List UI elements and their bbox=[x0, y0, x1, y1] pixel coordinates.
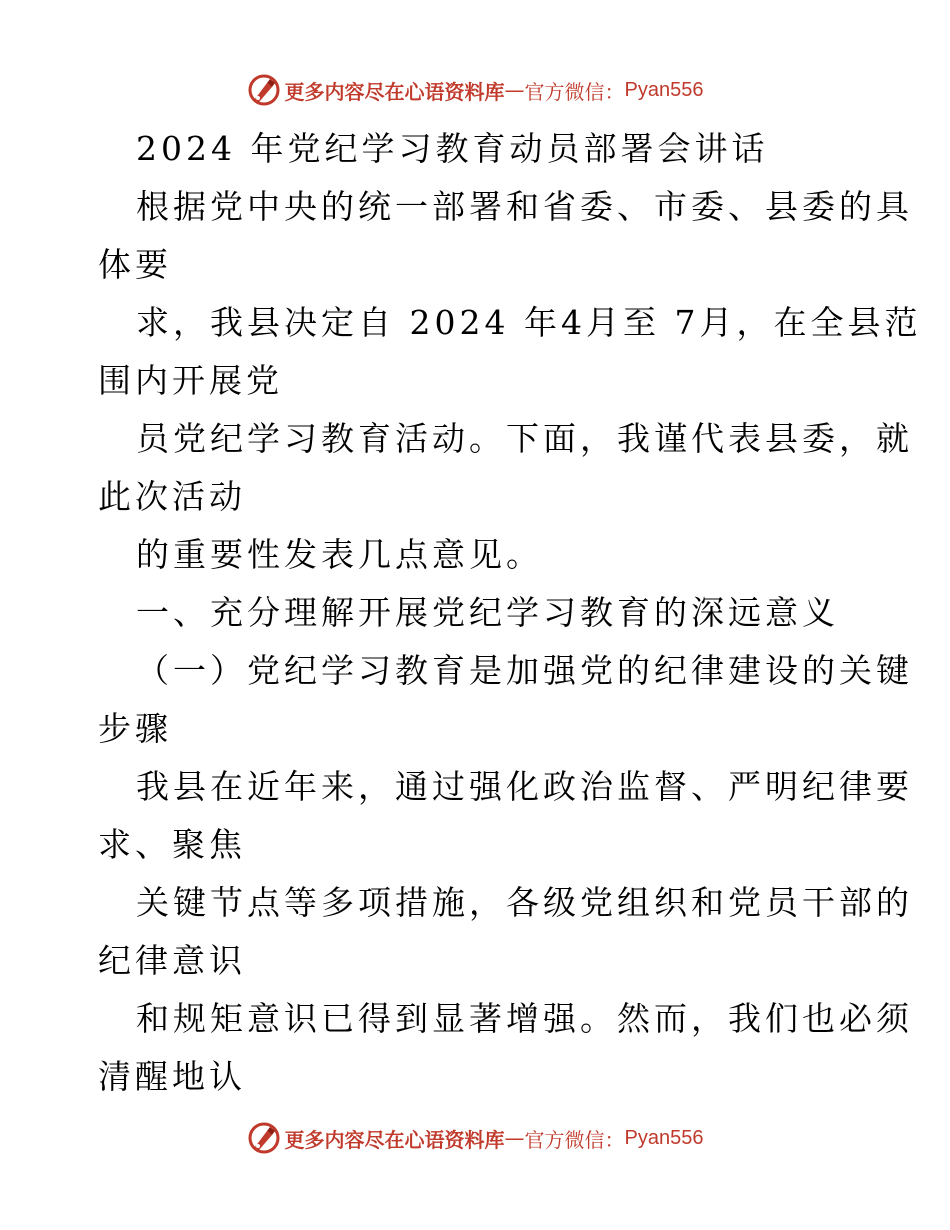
doc-line: 体要 bbox=[98, 245, 172, 284]
footer-banner bbox=[0, 1118, 950, 1158]
doc-line: 一、充分理解开展党纪学习教育的深远意义 bbox=[136, 593, 839, 632]
document-body bbox=[98, 120, 922, 1106]
doc-line: 步骤 bbox=[98, 709, 172, 748]
doc-line: 围内开展党 bbox=[98, 361, 283, 400]
doc-line: 求，我县决定自 2024 年4月至 7月，在全县范 bbox=[136, 303, 922, 342]
doc-line: 求、聚焦 bbox=[98, 825, 246, 864]
pen-logo-icon bbox=[247, 73, 281, 107]
banner-main-text: 更多内容尽在心语资料库 bbox=[284, 79, 505, 104]
doc-line: 根据党中央的统一部署和省委、市委、县委的具 bbox=[136, 187, 913, 226]
doc-line: 的重要性发表几点意见。 bbox=[136, 535, 543, 574]
doc-line: 关键节点等多项措施，各级党组织和党员干部的 bbox=[136, 883, 913, 922]
banner-sub-text: 官方微信： bbox=[524, 1127, 625, 1152]
banner-wechat-id: Pyan556 bbox=[624, 78, 704, 101]
banner-main-text: 更多内容尽在心语资料库 bbox=[284, 1127, 505, 1152]
doc-line: 清醒地认 bbox=[98, 1057, 246, 1096]
banner-separator: — bbox=[504, 1126, 525, 1150]
header-banner bbox=[0, 70, 950, 110]
doc-line: 和规矩意识已得到显著增强。然而，我们也必须 bbox=[136, 999, 913, 1038]
doc-line: 我县在近年来，通过强化政治监督、严明纪律要 bbox=[136, 767, 913, 806]
banner-wechat-id: Pyan556 bbox=[624, 1126, 704, 1149]
pen-logo-icon bbox=[247, 1121, 281, 1155]
doc-line: 2024 年党纪学习教育动员部署会讲话 bbox=[136, 129, 769, 168]
doc-line: 此次活动 bbox=[98, 477, 246, 516]
banner-separator: — bbox=[504, 78, 525, 102]
doc-line: （一）党纪学习教育是加强党的纪律建设的关键 bbox=[136, 651, 913, 690]
banner-sub-text: 官方微信： bbox=[524, 79, 625, 104]
doc-line: 员党纪学习教育活动。下面，我谨代表县委，就 bbox=[136, 419, 913, 458]
doc-line: 纪律意识 bbox=[98, 941, 246, 980]
